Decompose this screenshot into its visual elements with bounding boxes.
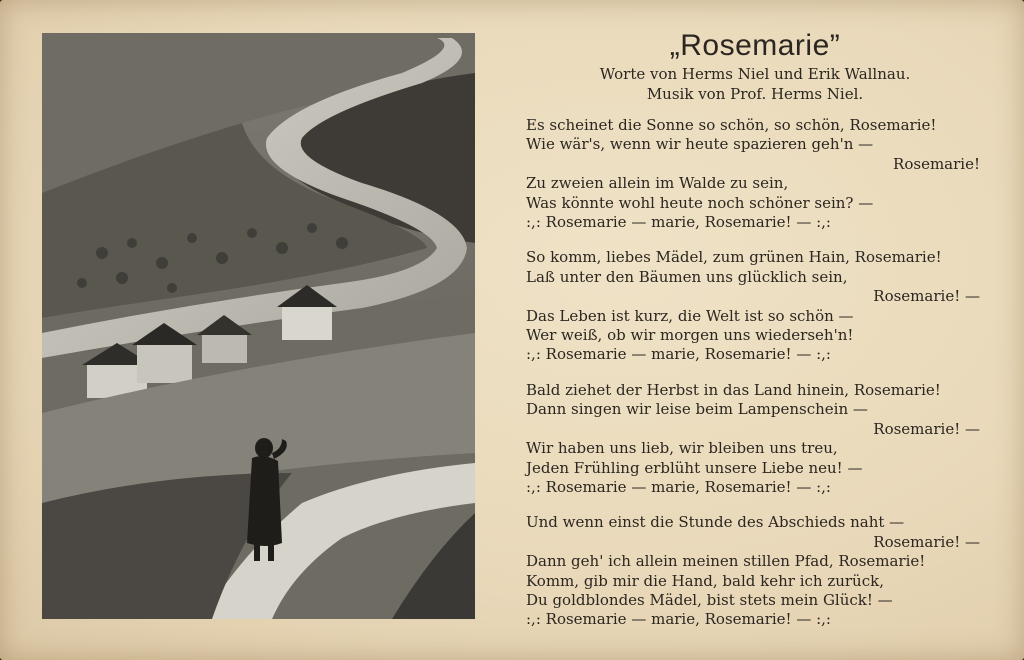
song-title: „Rosemarie”	[669, 29, 841, 62]
lyric-line: Wir haben uns lieb, wir bleiben uns treu,	[526, 439, 838, 458]
lyric-line: Und wenn einst die Stunde des Abschieds naht —	[526, 513, 905, 532]
stanza-1	[510, 116, 1000, 232]
lyric-line: So komm, liebes Mädel, zum grünen Hain, Rosemarie!	[526, 248, 942, 267]
lyric-line: Laß unter den Bäumen uns glücklich sein,	[526, 267, 848, 286]
lyric-line: :,: Rosemarie — marie, Rosemarie! — :,:	[526, 610, 831, 629]
lyric-line: Dann singen wir leise beim Lampenschein —	[526, 400, 868, 419]
lyric-line: Dann geh' ich allein meinen stillen Pfad, Rosemarie!	[526, 552, 926, 571]
music-credit: Musik von Prof. Herms Niel.	[646, 85, 864, 103]
lyric-line: Was könnte wohl heute noch schöner sein? —	[526, 193, 874, 212]
song-text	[510, 28, 1000, 646]
stanza-3	[510, 381, 1000, 497]
lyric-line: Komm, gib mir die Hand, bald kehr ich zurück,	[526, 571, 884, 590]
landscape-photo	[42, 33, 475, 619]
song-credits	[510, 64, 1000, 104]
lyric-line: Wie wär's, wenn wir heute spazieren geh'n —	[526, 135, 874, 154]
lyric-line: :,: Rosemarie — marie, Rosemarie! — :,:	[526, 213, 831, 232]
lyrics-credit: Worte von Herms Niel und Erik Wallnau.	[599, 65, 911, 83]
lyric-line: Bald ziehet der Herbst in das Land hinein, Rosemarie!	[526, 380, 941, 399]
stanza-2	[510, 248, 1000, 364]
lyric-line: Jeden Frühling erblüht unsere Liebe neu! —	[526, 458, 863, 477]
lyric-line: Rosemarie!	[893, 154, 980, 173]
lyric-line: Das Leben ist kurz, die Welt ist so schön —	[526, 306, 854, 325]
lyric-line: Du goldblondes Mädel, bist stets mein Glück! —	[526, 590, 893, 609]
stanza-4	[510, 513, 1000, 629]
river-valley-illustration	[42, 33, 475, 619]
lyric-line: Wer weiß, ob wir morgen uns wiederseh'n!	[526, 326, 854, 345]
lyric-line: :,: Rosemarie — marie, Rosemarie! — :,:	[526, 345, 831, 364]
stanzas	[510, 116, 1000, 630]
lyric-line: Rosemarie! —	[873, 287, 980, 306]
lyric-line: :,: Rosemarie — marie, Rosemarie! — :,:	[526, 477, 831, 496]
lyric-line: Es scheinet die Sonne so schön, so schön, Rosemarie!	[526, 116, 937, 134]
lyric-line: Rosemarie! —	[873, 419, 980, 438]
lyric-line: Zu zweien allein im Walde zu sein,	[526, 174, 789, 193]
lyric-line: Rosemarie! —	[873, 532, 980, 551]
